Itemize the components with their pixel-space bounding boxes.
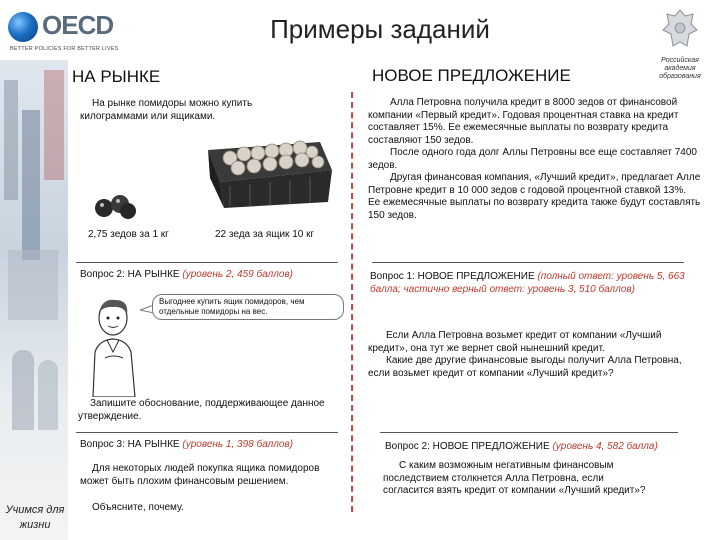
tomato-crate-image [200,120,335,210]
right-story [368,97,708,222]
story-paragraph-3: Другая финансовая компания, «Лучший кредит», предлагает Алле Петровне кредит в 10 000 зедов с годовой процентной ставкой 13%. [368,172,701,196]
left-separator-2 [76,432,338,433]
logo-tagline: BETTER POLICIES FOR BETTER LIVES [10,46,119,52]
story-paragraph-4: Ее ежемесячные выплаты по возврату кредита также будут составлять 150 зедов. [368,197,701,221]
right-question-1-paragraph-1: Если Алла Петровна возьмет кредит от компании «Лучший кредит», она тут же вернет свой нынешний кредит. [368,330,662,354]
left-question-3-text: Для некоторых людей покупка ящика помидоров может быть плохим финансовым решением. [80,463,320,487]
left-decorative-strip [0,60,68,540]
story-paragraph-2: После одного года долг Аллы Петровны все еще составляет 7400 зедов. [368,147,697,171]
right-question-2-text: С каким возможным негативным финансовым последствием столкнется Алла Петровна, если согласится взять кредит от компании «Лучший кредит»? [383,460,646,496]
price-per-kg: 2,75 зедов за 1 кг [88,229,169,240]
emblem-caption: Российская академия образования [659,57,701,80]
right-section-heading: НОВОЕ ПРЕДЛОЖЕНИЕ [372,66,571,85]
left-question-3-task: Объясните, почему. [92,502,184,513]
logo-text: OECD [42,10,114,40]
right-separator-2 [380,432,678,433]
tomatoes-image [92,190,140,220]
left-question-2-task: Запишите обоснование, поддерживающее данное утверждение. [78,398,325,422]
price-per-box: 22 зеда за ящик 10 кг [215,229,315,240]
globe-icon [8,12,38,42]
story-paragraph-1: Алла Петровна получила кредит в 8000 зедов от финансовой компании «Первый кредит». Годовая процентная ставка на кредит составляет 15%. Ее ежемесячные выплаты по возврату кредита составляют 150 зедов. [368,97,679,146]
column-divider [351,92,353,512]
right-separator-1 [372,262,684,263]
right-question-1-title: Вопрос 1: НОВОЕ ПРЕДЛОЖЕНИЕ (полный ответ: уровень 5, 663 балла; частично верный ответ: уровень 3, 510 баллов) [370,271,685,295]
right-question-1-body [368,330,693,380]
left-separator-1 [76,262,338,263]
academy-emblem [650,6,710,96]
left-section-heading: НА РЫНКЕ [72,67,161,86]
left-question-2-title: Вопрос 2: НА РЫНКЕ (уровень 2, 459 баллов) [80,269,293,280]
eagle-emblem-icon [661,6,699,52]
speech-bubble: Выгоднее купить ящик помидоров, чем отдельные помидоры на вес. [152,294,344,320]
page-title: Примеры заданий [270,14,490,44]
oecd-logo [6,8,136,54]
left-question-3-title: Вопрос 3: НА РЫНКЕ (уровень 1, 398 баллов) [80,439,293,450]
person-illustration [83,292,145,397]
right-question-1-paragraph-2: Какие две другие финансовые выгоды получит Алла Петровна, если возьмет кредит от компании «Лучший кредит»? [368,355,682,379]
footer-slogan: Учимся для жизни [5,504,65,531]
right-question-2-title: Вопрос 2: НОВОЕ ПРЕДЛОЖЕНИЕ (уровень 4, 582 балла) [385,441,658,452]
left-intro-text: На рынке помидоры можно купить килограммами или ящиками. [80,98,253,122]
